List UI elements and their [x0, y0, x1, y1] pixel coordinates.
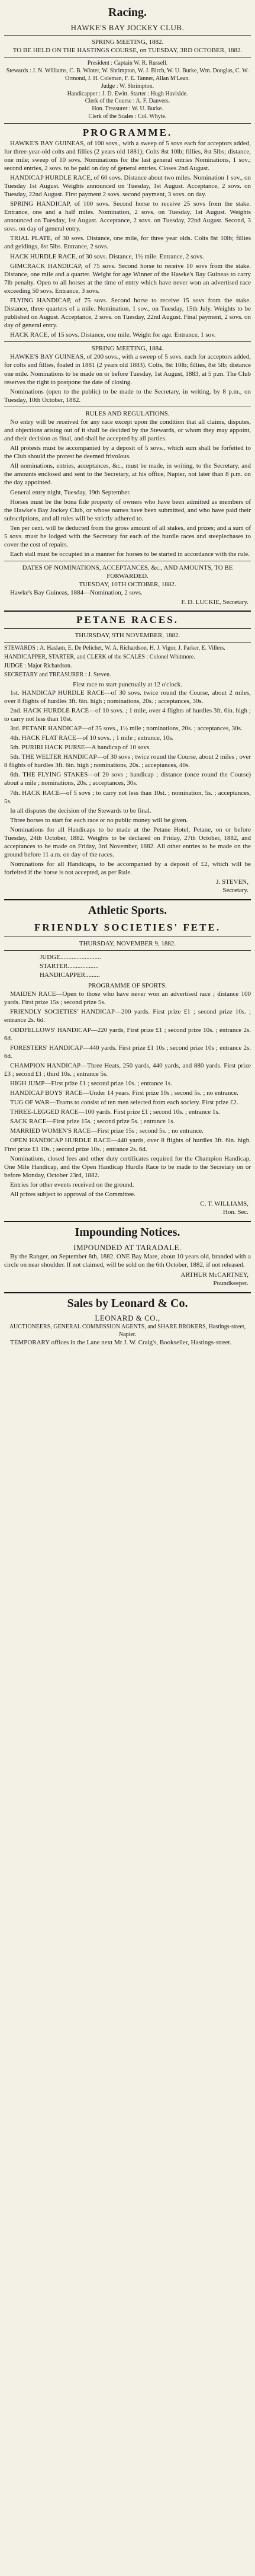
firm-desc: AUCTIONEERS, GENERAL COMMISSION AGENTS, and SHARE BROKERS, Hastings-street, Napier.	[9, 1323, 246, 1338]
official-line: STEWARDS : A. Haslam, E. De Pelichet, W. A. Richardson, H. J. Vigor, J. Parker, E. Villers.	[4, 645, 225, 652]
club-name: HAWKE'S BAY JOCKEY CLUB.	[70, 23, 185, 32]
judge-line: HANDICAPPER.........	[40, 971, 100, 979]
athletic-notes	[4, 1155, 251, 1198]
race-event: GIMCRACK HANDICAP, of 75 sovs. Second horse to receive 10 sovs from the stake. Distance, one mile and a quarter. Weight for age Winner of the Hawke's Bay Guineas to carry 7lb penalty. Open to all horses at the time of entry which have never won an advertised race exceeding 50 sovs. Entrance, 3 sovs.	[4, 262, 251, 295]
sales-header: Sales by Leonard & Co.	[67, 1296, 188, 1310]
meeting-title: SPRING MEETING, 1882.	[91, 39, 164, 46]
athletic-sig-role: Hon. Sec.	[222, 1209, 248, 1216]
petane-event: 3rd. PETANE HANDICAP—of 35 sovs., 1½ mile ; nominations, 20s. ; acceptances, 30s.	[10, 724, 243, 732]
rule-item: No entry will be received for any race except upon the condition that all claims, disputes, and objections arising out of it shall be decided by the Stewards, or whom they may appoint, and their decision as final, and shall be accepted by all parties.	[4, 418, 251, 443]
impounding-header: Impounding Notices.	[75, 1226, 180, 1239]
impounding-sig-name: ARTHUR McCARTNEY,	[180, 1271, 248, 1279]
race-event: SPRING HANDICAP, of 100 sovs. Second horse to receive 25 sovs from the stake. Entrance, one and a half miles. Nomination, 2 sovs. on Tuesday, 1st August. Weights announced on Tuesday, 1st August. Acceptance, 2 sovs. on Tuesday, 22nd August. Second, 3 sovs. on day of general entry.	[4, 200, 251, 233]
sport-item: HANDICAP BOYS' RACE—Under 14 years. First prize 10s ; second 5s. ; no entrance.	[10, 1089, 238, 1097]
rule-item: Ten per cent. will be deducted from the gross amount of all stakes, and prizes; and a sum of 5 sovs. must be lodged with the Secretary for each of the hurdle races and steeplechases to cover the cost of repairs.	[4, 524, 251, 549]
officer-line: Clerk of the Course : A. F. Danvers.	[85, 98, 170, 105]
petane-notes	[4, 807, 251, 877]
rule-item: All protests must be accompanied by a deposit of 5 sovs., which sum shall be forfeited to the Club should the protest be deemed frivolous.	[4, 445, 251, 461]
race-event: HACK HURDLE RACE, of 30 sovs. Distance, 1½ mile. Entrance, 2 sovs.	[10, 253, 204, 260]
petane-event: 2nd. HACK HURDLE RACE—of 10 sovs. ; 1 mile, over 4 flights of hurdles 3ft. 6in. high ; to carry not less than 10st.	[4, 707, 251, 723]
petane-event: 4th. HACK FLAT RACE—of 10 sovs. ; 1 mile ; entrance, 10s.	[10, 734, 174, 742]
impounding-title: IMPOUNDED AT TARADALE.	[73, 1242, 182, 1252]
race-event: HACK RACE, of 15 sovs. Distance, one mile. Weight for age. Entrance, 1 sov.	[10, 331, 216, 339]
programme-title: PROGRAMME.	[82, 126, 173, 138]
officer-line: Judge : W. Shrimpton.	[101, 82, 154, 90]
sport-item: CHAMPION HANDICAP—Three Heats, 250 yards, 440 yards, and 880 yards. First prize £3 ; second £1 ; third 10s. ; entrance 5s.	[4, 1062, 251, 1078]
sports-list	[4, 990, 251, 1153]
officer-line: Handicapper : J. D. Ewitt. Starter : Hugh Haviside.	[67, 90, 188, 97]
petane-event: 5th. THE WELTER HANDICAP—of 30 sovs ; twice round the Course, about 2 miles ; over 8 flights of hurdles 3ft. 6in. high ; nominations, 20s. ; acceptances, 40s.	[4, 753, 251, 769]
sales-section	[4, 1293, 251, 1352]
impounding-sig-role: Poundkeeper.	[213, 1279, 248, 1287]
sport-item: ODDFELLOWS' HANDICAP—220 yards, First prize £1 ; second prize 10s. ; entrance 2s. 6d.	[4, 1026, 251, 1042]
official-line: SECRETARY and TREASURER : J. Steven.	[4, 671, 111, 678]
racing-section	[4, 2, 251, 612]
officer-line: Clerk of the Scales : Col. Whyte.	[88, 113, 167, 120]
course-line: TO BE HELD ON THE HASTINGS COURSE, on TUESDAY, 3RD OCTOBER, 1882.	[12, 47, 243, 55]
race-event: FLYING HANDICAP, of 75 sovs. Second horse to receive 15 sovs from the stake. Distance, three quarters of a mile. Nomination, 1 sov., on Tuesday, 15th July. Weights to be published on August. Acceptance, 2 sovs. on Tuesday, 22nd August. Final payment, 2 sovs. on day of general entry.	[4, 296, 251, 330]
petane-event: 5th. PURIRI HACK PURSE—A handicap of 10 sovs.	[10, 744, 151, 752]
petane-event: 1st. HANDICAP HURDLE RACE—of 30 sovs. twice round the Course, about 2 miles, over 8 flights of hurdles 3ft. 6in. high ; nominations, 20s. ; acceptances, 30s.	[4, 689, 251, 705]
dates-header: DATES OF NOMINATIONS, ACCEPTANCES, &c., AND AMOUNTS, TO BE FORWARDED.	[22, 564, 233, 580]
petane-officials	[4, 645, 251, 679]
petane-events	[4, 689, 251, 806]
racing-header: Racing.	[108, 6, 147, 19]
sales-text: TEMPORARY offices in the Lane next Mr J. W. Craig's, Bookseller, Hastings-street.	[10, 1339, 232, 1347]
impounding-text: By the Ranger, on September 8th, 1882. ONE Bay Mare, about 10 years old, branded with a circle on near shoulder. If not claimed, will be sold on the 6th October, 1882, if not released.	[4, 1253, 251, 1269]
race-event: HAWKE'S BAY GUINEAS, of 100 sovs., with a sweep of 5 sovs each for acceptors added, for three-year-old colts and fillies (2 years old 1881); Colts 8st 10lb; fillies, 8st 5lbs; distance, one mile; sweep of 10 sovs. Nominations for the last general entries Nominations, 1 sov.; second entries, 2 sovs. to be paid on day of general entries. Closes 2nd August.	[4, 139, 251, 172]
officers-list	[4, 60, 251, 120]
impounding-section	[4, 1222, 251, 1293]
petane-note: Nominations for all Handicaps to be made at the Petane Hotel, Petane, on or before Tuesday, 24th October, 1882. Weights to be declared on Friday, 27th October, 1882, and acceptances to be made on Friday, 3rd November, 1882. All other entries to be made on the ground before 11 a.m. on day of the races.	[4, 826, 251, 859]
race-event: HANDICAP HURDLE RACE, of 60 sovs. Distance about two miles. Nomination 1 sov., on Tuesday 1st August. Weights announced on Tuesday, 1st August. Acceptance, 2 sovs. on Tuesday, 22nd August. First payment 2 sovs. second payment, 3 sovs. on day.	[4, 174, 251, 198]
rule-item: General entry night, Tuesday, 19th September.	[10, 488, 131, 496]
sports-programme-title: PROGRAMME OF SPORTS.	[88, 982, 167, 990]
rule-item: All nominations, entries, acceptances, &c., must be made, in writing, to the Secretary, and the amounts enclosed and sent to the Secretary, at his office, Napier, not later than 8 p.m. on the day appointed.	[4, 462, 251, 487]
sport-item: HIGH JUMP—First prize £1 ; second prize 10s. ; entrance 1s.	[10, 1079, 172, 1087]
petane-note: Three horses to start for each race or no public money will be given.	[10, 816, 188, 824]
sport-item: THREE-LEGGED RACE—100 yards. First prize £1 ; second 10s. ; entrance 1s.	[10, 1108, 220, 1116]
judges-list	[40, 953, 251, 979]
events-1884-list	[4, 353, 251, 404]
meeting-1884-title: SPRING MEETING, 1884.	[91, 345, 164, 353]
officer-line: Stewards : J. N. Williams, C. B. Winter, W. Shrimpton, W. J. Birch, W. U. Burke, Wm. Douglas, C. W. Ormond, J. H. Coleman, F. E. Tanner, Allan M'Lean.	[6, 68, 249, 82]
judge-line: STARTER...................	[40, 962, 99, 970]
officer-line: Hon. Treasurer : W. U. Burke.	[92, 106, 163, 113]
sport-item: TUG OF WAR—Teams to consist of ten men selected from each society. First prize £2.	[10, 1099, 238, 1107]
official-line: JUDGE : Major Richardson.	[4, 662, 72, 669]
petane-title: PETANE RACES.	[76, 613, 179, 625]
sport-item: MARRIED WOMEN'S RACE—First prize 15s ; second 5s. ; no entrance.	[10, 1127, 204, 1135]
judge-line: JUDGE.........................	[40, 953, 101, 961]
racing-signature: F. D. LUCKIE, Secretary.	[181, 599, 248, 606]
events-list	[4, 139, 251, 340]
rules-list	[4, 418, 251, 558]
athletic-note: All prizes subject to approval of the Committee.	[10, 1190, 136, 1198]
race-event: TRIAL PLATE, of 30 sovs. Distance, one mile, for three year olds. Colts 8st 10lb; fillies and geldings, 8st 5lbs. Entrance, 2 sovs.	[4, 235, 251, 251]
athletic-note: Nominations, closed fees and other duty certificates required for the Champion Handicap, One Mile Handicap, and the Open Handicap Hurdle Race to be made to the Secretary on or before Monday, October 23rd, 1882.	[4, 1155, 251, 1179]
athletic-section	[4, 900, 251, 1222]
athletic-header: Athletic Sports.	[88, 904, 167, 918]
fete-title: FRIENDLY SOCIETIES' FETE.	[34, 922, 221, 934]
petane-date: THURSDAY, 9TH NOVEMBER, 1882.	[75, 632, 180, 640]
fete-date: THURSDAY, NOVEMBER 9, 1882.	[79, 939, 176, 947]
petane-sig-name: J. STEVEN,	[216, 878, 248, 886]
rule-item: Each stall must be occupied in a manner for horses to be started in accordance with the rule.	[10, 551, 250, 558]
rules-header: RULES AND REGULATIONS.	[85, 410, 170, 417]
dates-text: Hawke's Bay Guineas, 1884—Nomination, 2 sovs.	[10, 589, 143, 597]
petane-event: 6th. THE FLYING STAKES—of 20 sovs ; handicap ; distance (once round the Course) about a mile ; nominations, 20s. ; acceptances, 30s.	[4, 771, 251, 787]
sport-item: MAIDEN RACE—Open to those who have never won an advertised race ; distance 100 yards. First prize 15s ; second prize 5s.	[4, 990, 251, 1006]
petane-note: Nominations for all Handicaps, to be accompanied by a deposit of £2, which will be forfeited if the horse is not accepted, as per Rule.	[4, 861, 251, 877]
firm-name: LEONARD & CO.,	[95, 1313, 160, 1323]
official-line: HANDICAPPER, STARTER, and CLERK of the SCALES : Colonel Whitmore.	[4, 654, 195, 661]
race-event-1884: HAWKE'S BAY GUINEAS, of 200 sovs., with a sweep of 5 sovs. each for acceptors added, for colts and fillies, foaled in 1881 (2 years old 1883). Colts, 8st 10lb; fillies, 8st 5lb; distance one mile. Nominations to be made on or before Tuesday, 1st August, 1883, at 5 p.m. The Club reserves the right to postpone the date of closing.	[4, 353, 251, 386]
officer-line: President : Captain W. R. Russell.	[87, 60, 168, 67]
race-event-1884: Nominations (open to the public) to be made to the Secretary, in writing, by 8 p.m., on Tuesday, 10th October, 1882.	[4, 388, 251, 404]
athletic-note: Entries for other events received on the ground.	[10, 1181, 134, 1188]
athletic-sig-name: C. T. WILLIAMS,	[200, 1200, 248, 1207]
sport-item: FRIENDLY SOCIETIES' HANDICAP—200 yards. First prize £1 ; second prize 10s. ; entrance 2s. 6d.	[4, 1008, 251, 1024]
sport-item: OPEN HANDICAP HURDLE RACE—440 yards, over 8 flights of hurdles 3ft. 6in. high. First prize £1 10s. ; second prize 10s. ; entrance 2s. 6d.	[4, 1137, 251, 1153]
rule-item: Horses must be the bona fide property of owners who have been admitted as members of the Hawke's Bay Jockey Club, or whose names have been submitted, and who have paid their subscriptions, and all rules will be strictly adhered to.	[4, 498, 251, 522]
petane-event: 7th. HACK RACE—of 5 sovs ; to carry not less than 10st. ; nomination, 5s. ; acceptances, 5s.	[4, 789, 251, 805]
dates-line: TUESDAY, 10TH OCTOBER, 1882.	[79, 581, 176, 589]
petane-section	[4, 612, 251, 901]
sport-item: SACK RACE—First prize 15s. ; second prize 5s. ; entrance 1s.	[10, 1118, 175, 1126]
first-race-note: First race to start punctually at 12 o'clock.	[73, 680, 182, 688]
sport-item: FORESTERS' HANDICAP—440 yards. First prize £1 10s ; second prize 10s ; entrance 2s. 6d.	[4, 1044, 251, 1060]
petane-note: In all disputes the decision of the Stewards to be final.	[10, 807, 151, 814]
petane-sig-role: Secretary.	[222, 887, 248, 894]
